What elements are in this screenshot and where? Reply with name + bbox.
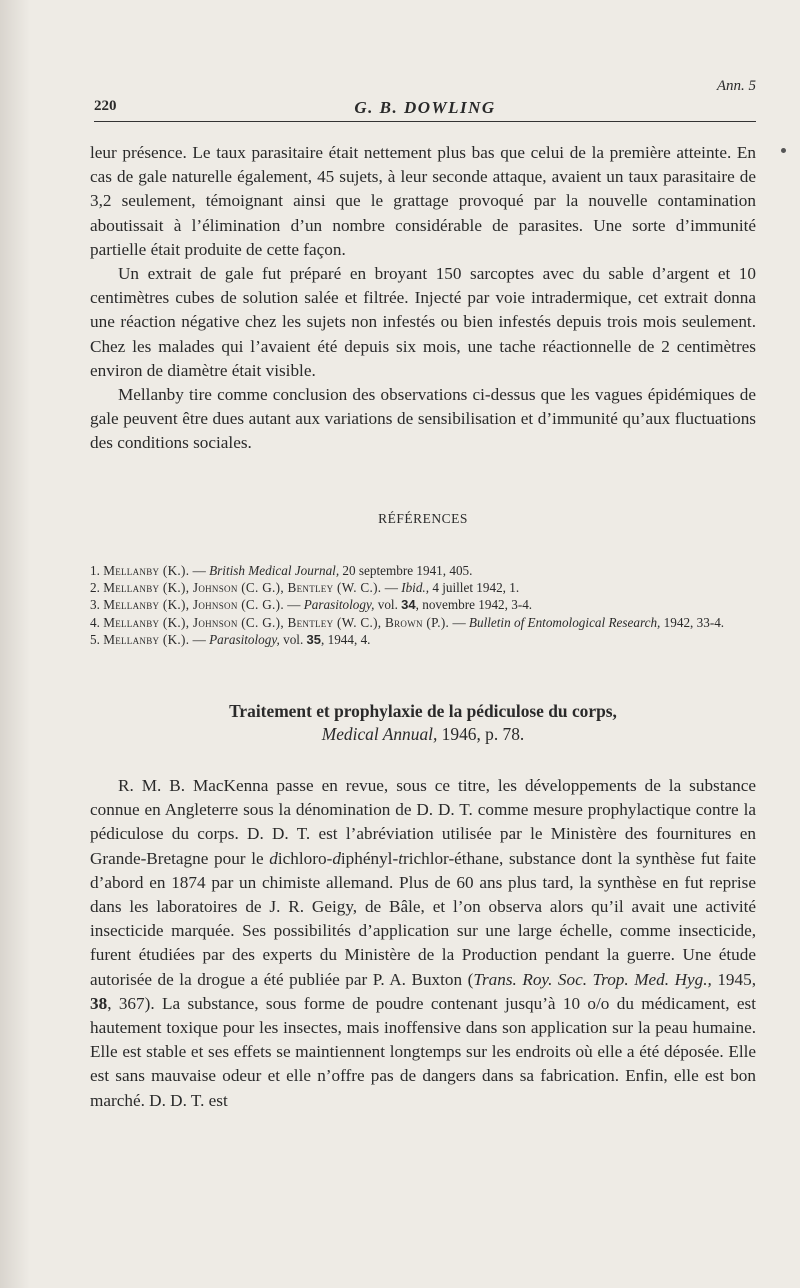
- page-header: [94, 98, 756, 120]
- header-rule: [94, 121, 756, 122]
- references-heading: RÉFÉRENCES: [378, 511, 468, 526]
- volume-annotation: Ann. 5: [716, 78, 756, 94]
- references-list: [90, 562, 758, 648]
- reference-item: 5. Mellanby (K.). — Parasitology, vol. 35, 1944, 4.: [90, 631, 371, 647]
- paragraph: leur présence. Le taux parasitaire était nettement plus bas que celui de la première atteinte. En cas de gale naturelle également, 45 sujets, à leur seconde attaque, avaient un taux parasitaire de 3,2 seulement, témoignant ainsi que le grattage provoqué par la nouvelle contamination aboutissait à l’élimination d’un nombre considérable de parasites. Une sorte d’immunité partielle était produite de cette façon.: [90, 143, 756, 259]
- margin-mark: [781, 148, 786, 153]
- running-title: G. B. DOWLING: [354, 98, 496, 117]
- reference-item: 4. Mellanby (K.), Johnson (C. G.), Bentley (W. C.), Brown (P.). — Bulletin of Entomological Research, 1942, 33-4.: [90, 614, 725, 630]
- paragraph: Mellanby tire comme conclusion des observations ci-dessus que les vagues épidémiques de gale peuvent être dues autant aux variations de sensibilisation et d’immunité qu’aux fluctuations des conditions sociales.: [90, 385, 756, 453]
- reference-item: 3. Mellanby (K.), Johnson (C. G.). — Parasitology, vol. 34, novembre 1942, 3-4.: [90, 597, 533, 613]
- page-number: 220: [94, 98, 117, 114]
- section-title: Traitement et prophylaxie de la pédiculose du corps,: [229, 701, 617, 721]
- body-block-1: [90, 141, 756, 456]
- paragraph: Un extrait de gale fut préparé en broyant 150 sarcoptes avec du sable d’argent et 10 centimètres cubes de solution salée et filtrée. Injecté par voie intradermique, cet extrait donna une réaction négative chez les sujets non infestés ou bien infestés depuis trois mois seulement. Chez les malades qui l’avaient été depuis six mois, une tache réactionnelle de 2 centimètres environ de diamètre était visible.: [90, 264, 756, 380]
- reference-item: 1. Mellanby (K.). — British Medical Journal, 20 septembre 1941, 405.: [90, 563, 473, 578]
- section-source: Medical Annual, 1946, p. 78.: [321, 724, 525, 744]
- reference-item: 2. Mellanby (K.), Johnson (C. G.), Bentley (W. C.). — Ibid., 4 juillet 1942, 1.: [90, 580, 520, 596]
- page-gutter-shadow: [0, 0, 30, 1288]
- paragraph: R. M. B. MacKenna passe en revue, sous ce titre, les développements de la substance connue en Angleterre sous la dénomination de D. D. T. comme mesure prophylactique contre la pédiculose du corps. D. D. T. est l’abréviation utilisée par le Ministère des fournitures en Grande-Bretagne pour le dichloro-diphényl-trichlor-éthane, substance dont la synthèse fut faite d’abord en 1874 par un chimiste allemand. Plus de 60 ans plus tard, la synthèse en fut reprise dans les laboratoires de J. R. Geigy, de Bâle, et l’on observa alors qu’il avait une activité insecticide marquée. Ses possibilités d’application sur une large échelle, comme insecticide, furent étudiées par des experts du Ministère de la Production pendant la guerre. Une étude autorisée de la drogue a été publiée par P. A. Buxton (Trans. Roy. Soc. Trop. Med. Hyg., 1945, 38, 367). La substance, sous forme de poudre contenant jusqu’à 10 o/o du médicament, est hautement toxique pour les insectes, mais inoffensive dans son application sur la peau humaine. Elle est stable et ses effets se maintiennent longtemps sur les endroits où elle a été déposée. Elle est sans mauvaise odeur et elle n’offre pas de dangers dans sa fabrication. Enfin, elle est bon marché. D. D. T. est: [90, 776, 757, 1110]
- body-block-2: [90, 774, 756, 1113]
